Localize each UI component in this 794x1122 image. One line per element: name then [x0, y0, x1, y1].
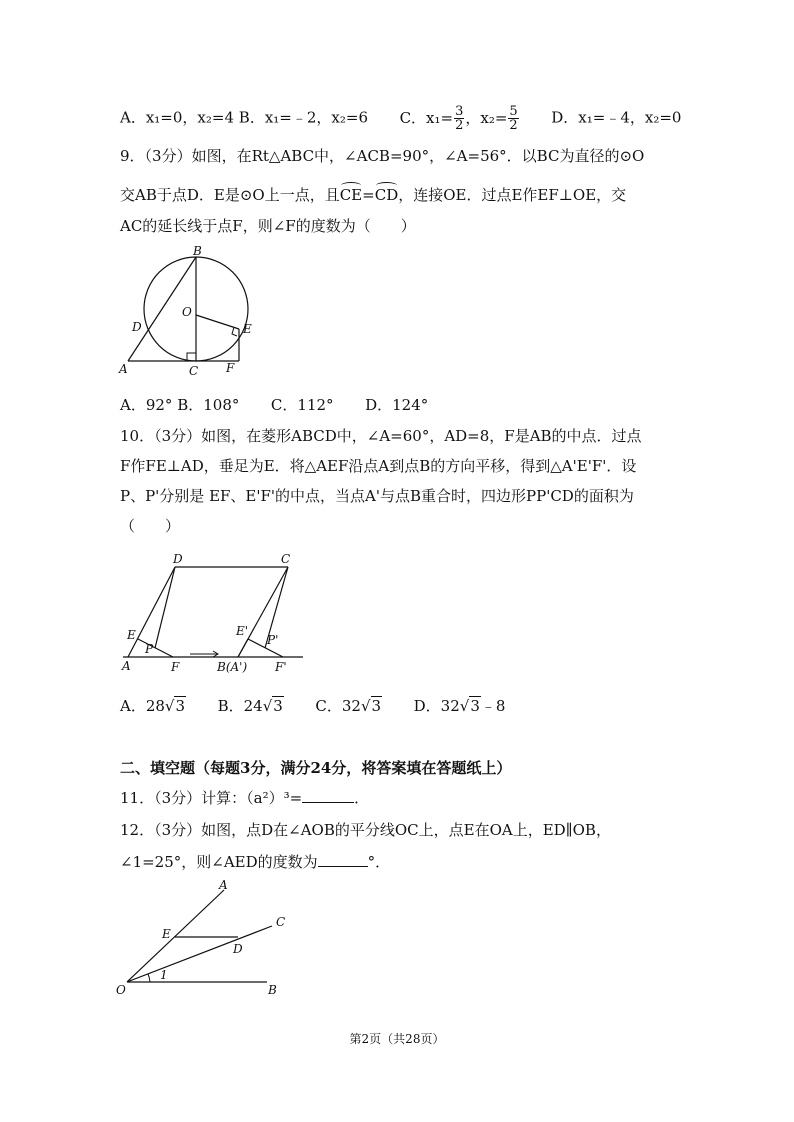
label-a: A: [119, 362, 128, 376]
q11-answer-blank: [302, 788, 354, 803]
label-e-prime: E': [236, 624, 249, 638]
q8-option-d: D．x₁=﹣4，x₂=0: [551, 108, 682, 127]
q9-line-3: AC的延长线于点F，则∠F的度数为（ ）: [120, 217, 416, 235]
q9-option-c: C．112°: [270, 396, 334, 414]
q12-answer-blank: [318, 852, 368, 867]
label-e: E: [162, 927, 171, 941]
q8-options: [120, 105, 681, 132]
q10-option-d: D．32√3﹣8: [413, 697, 506, 715]
q10-line-2: F作FE⊥AD，垂足为E．将△AEF沿点A到点B的方向平移，得到△A'E'F'．设: [120, 457, 637, 475]
q10-options: [120, 696, 505, 716]
label-f: F: [171, 660, 180, 674]
label-angle-1: 1: [160, 968, 168, 982]
label-f-prime: F': [275, 660, 287, 674]
q12-figure: [112, 878, 302, 1003]
q9-line-2: 交AB于点D．E是⊙O上一点，且CE=CD，连接OE．过点E作EF⊥OE，交: [120, 186, 627, 204]
arc-cd: CD: [374, 186, 399, 204]
label-d: D: [233, 942, 243, 956]
q12-line-2: ∠1=25°，则∠AED的度数为 °．: [120, 853, 391, 871]
label-b-a-prime: B(A'): [217, 660, 248, 674]
q11-line: 11．（3分）计算：（a²）³= ．: [120, 789, 370, 807]
q8-option-a: A．x₁=0，x₂=4: [120, 108, 235, 127]
q8-option-c: C．x₁= $\frac{3}{2}$ ，x₂= $\frac{5}{2}$: [399, 104, 518, 133]
label-p: P: [145, 642, 154, 656]
label-f: F: [226, 361, 235, 375]
q10-line-1: 10．（3分）如图，在菱形ABCD中，∠A=60°，AD=8，F是AB的中点．过点: [120, 427, 642, 445]
label-c: C: [189, 364, 199, 378]
q9-options: [120, 395, 428, 415]
label-d: D: [132, 320, 142, 334]
q9-line-1: 9．（3分）如图，在Rt△ABC中，∠ACB=90°，∠A=56°．以BC为直径的⊙O: [120, 147, 645, 165]
label-e: E: [127, 628, 136, 642]
q12-line-1: 12．（3分）如图，点D在∠AOB的平分线OC上，点E在OA上，ED∥OB，: [120, 821, 611, 839]
q9-option-a: A．92°: [120, 396, 173, 414]
q9-option-d: D．124°: [365, 396, 429, 414]
q10-option-b: B．24√3: [217, 697, 283, 715]
page-footer: 第2页（共28页）: [349, 1032, 445, 1046]
label-b: B: [193, 245, 202, 258]
label-a: A: [122, 659, 131, 673]
label-o: O: [116, 983, 126, 997]
arc-ce: CE: [339, 186, 363, 204]
label-e: E: [243, 322, 252, 336]
section-2-heading: 二、填空题（每题3分，满分24分，将答案填在答题纸上）: [120, 759, 512, 777]
label-b: B: [268, 983, 277, 997]
label-a: A: [219, 878, 228, 892]
label-c: C: [281, 552, 291, 566]
q10-line-3: P、P'分别是 EF、E'F'的中点，当点A'与点B重合时，四边形PP'CD的面积为: [120, 487, 634, 505]
q8-option-b: B．x₁=﹣2，x₂=6: [238, 108, 368, 127]
q10-line-4: （ ）: [120, 517, 181, 535]
label-p-prime: P': [267, 633, 279, 647]
q10-option-c: C．32√3: [315, 697, 382, 715]
label-o: O: [182, 305, 192, 319]
q9-figure: [115, 245, 315, 385]
q10-figure: [115, 547, 315, 682]
label-c: C: [276, 915, 286, 929]
q9-option-b: B．108°: [177, 396, 240, 414]
q10-option-a: A．28√3: [120, 697, 186, 715]
label-d: D: [173, 552, 183, 566]
